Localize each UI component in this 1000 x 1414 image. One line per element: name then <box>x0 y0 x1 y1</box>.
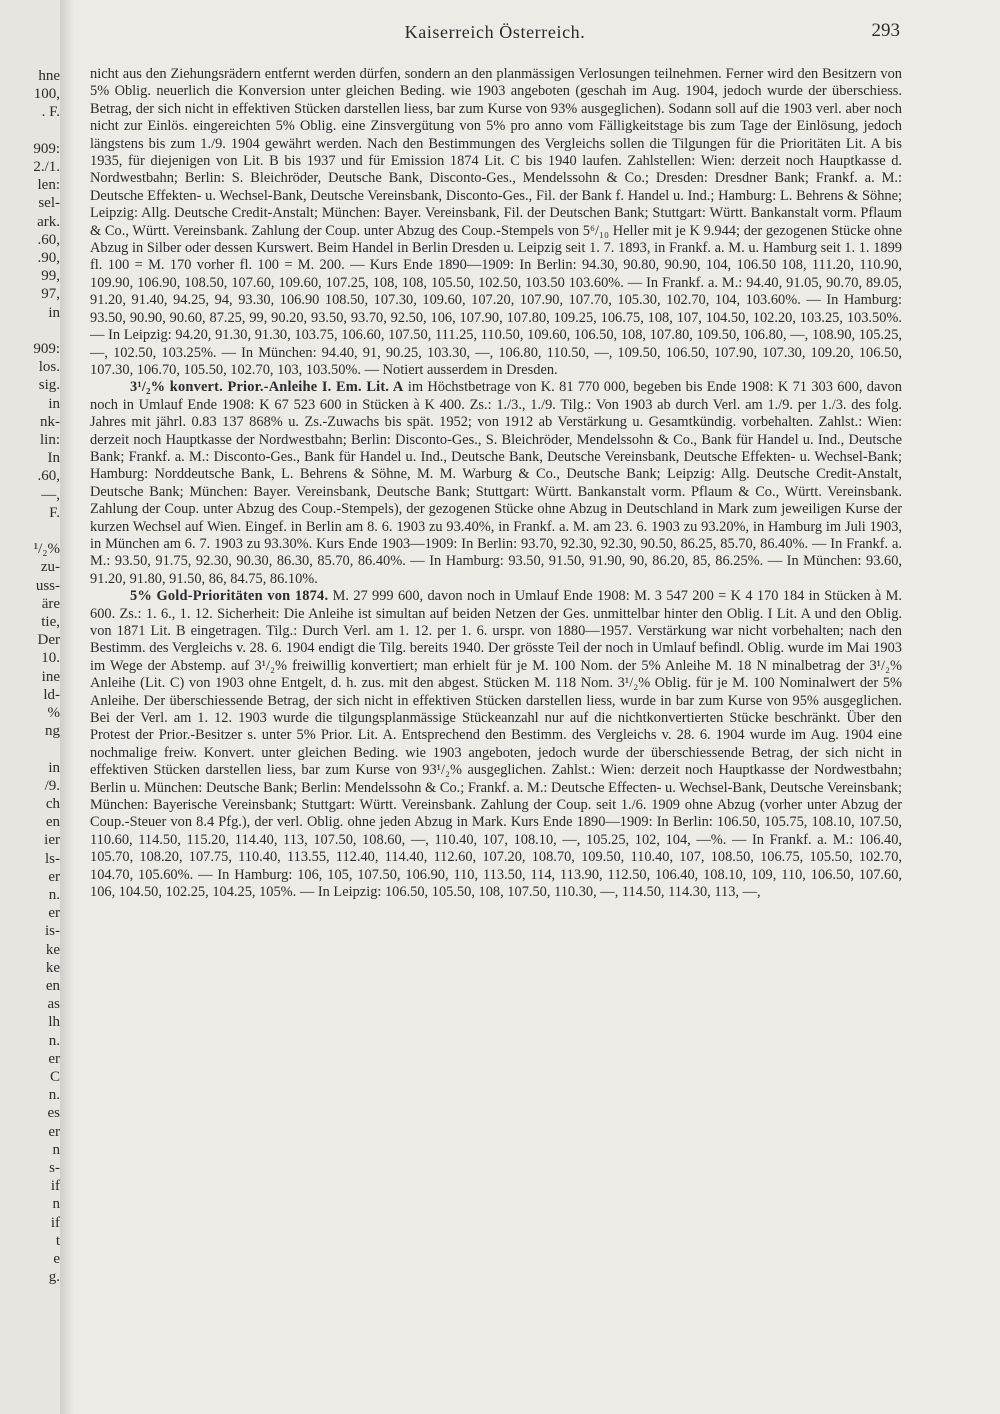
paragraph-gold-prioritaeten-1874 <box>90 588 902 901</box>
gutter-text-fragment: 99, <box>41 268 60 285</box>
gutter-text-fragment: 909: <box>33 140 60 157</box>
gutter-text-fragment: nk- <box>40 413 60 430</box>
gutter-text-fragment: er <box>48 1050 60 1067</box>
gutter-text-fragment: .60, <box>37 231 60 248</box>
gutter-text-fragment: uss- <box>35 577 60 594</box>
gutter-text-fragment: n. <box>48 1087 60 1104</box>
gutter-text-fragment: ng <box>45 723 60 740</box>
paragraph-text: im Höchstbetrage von K. 81 770 000, begeben bis Ende 1908: K 71 303 600, davon noch in Umlauf Ende 1908: K 67 523 600 in Stücken à K 400. Zs.: 1./3., 1./9. Tilg.: Von 1903 ab durch Verl. am 1./9. per 1./3. des folg. Jahres mit jährl. 0.83 137 868% u. Zs.-Zuwachs bis spät. 1952; von 1912 ab Verstärkung u. Gesamtkündig. vorbehalten. Zahlst.: Wien: derzeit noch Hauptkasse der Nordwestbahn; Berlin: Disconto-Ges., S. Bleichröder, Mendelssohn & Co., Bank für Handel u. Ind., Deutsche Bank; Frankf. a. M.: Disconto-Ges., Bank für Handel u. Ind., Deutsche Bank, Deutsche Vereinsbank, Deutsche Effekten- u. Wechsel-Bank; Hamburg: Norddeutsche Bank, L. Behrens & Söhne, M. M. Warburg & Co., Deutsche Bank; Leipzig: Allg. Deutsche Credit-Anstalt, Deutsche Bank; München: Bayer. Vereinsbank, Deutsche Bank; Stuttgart: Württ. Bankanstalt vorm. Pflaum & Co., Württ. Vereinsbank. Zahlung der Coup. unter Abzug des Coup.-Stempels), der gezogenen Stücke ohne Abzug in Deutschland in Mark zum jeweiligen Kurse der kurzen Wechsel auf Wien. Eingef. in Berlin am 8. 6. 1903 zu 93.40%, in Frankf. a. M. am 23. 6. 1903 zu 93.20%, in Hamburg im Juli 1903, in München am 6. 7. 1903 zu 93.30%. Kurs Ende 1903—1909: In Berlin: 93.70, 92.30, 92.30, 90.50, 86.25, 85.70, 86.40%. — In Frankf. a. M.: 93.50, 91.75, 92.30, 90.30, 86.30, 85.70, 86.40%. — In Hamburg: 93.50, 91.50, 91.90, 90, 86.20, 85, 86.25%. — In München: 93.60, 91.20, 91.80, 91.50, 86, 84.75, 86.10%. <box>90 379 902 587</box>
gutter-text-fragment: % <box>47 705 60 721</box>
gutter-text-fragment: ke <box>45 941 60 958</box>
gutter-text-fragment: ine <box>41 668 60 685</box>
gutter-text-fragment: zu- <box>40 559 60 576</box>
gutter-text-fragment: 97, <box>41 286 60 303</box>
gutter-text-fragment: .60, <box>37 468 60 485</box>
gutter-text-fragment: F. <box>49 504 60 521</box>
gutter-text-fragment: es <box>47 1105 60 1122</box>
paragraph-prior-anleihe-lit-a <box>90 379 902 588</box>
gutter-text-fragment: g. <box>48 1269 60 1286</box>
gutter-text-fragment: 909: <box>33 341 60 357</box>
gutter-text-fragment: sel- <box>38 195 60 212</box>
gutter-text-fragment: as <box>47 996 60 1013</box>
gutter-text-fragment: In <box>47 450 60 467</box>
gutter-text-fragment: if <box>50 1214 60 1231</box>
gutter-text-fragment: er <box>48 868 60 885</box>
running-title: Kaiserreich Österreich. <box>404 22 586 42</box>
gutter-text-fragment: ch <box>45 796 60 812</box>
paragraph-text: M. 27 999 600, davon noch in Umlauf Ende 1908: M. 3 547 200 = K 4 170 184 in Stücken à M. 600. Zs.: 1. 6., 1. 12. Sicherheit: Die Anleihe ist simultan auf beiden Netzen der Ges. unmittelbar hinter den Oblig. I Lit. A und den Oblig. von 1871 Lit. B eingetragen. Tilg.: Durch Verl. am 1. 12. per 1. 6. urspr. von 1880—1957. Verstärkung war nicht vorbehalten; nach den Bestimm. des Vergleichs v. 28. 6. 1904 endigt die Tilg. bereits 1940. Der grösste Teil der noch in Umlauf befindl. Oblig. wurde im Mai 1903 im Wege der Abstemp. auf 3¹/₂% freiwillig konvertiert; man erhielt für je M. 100 Nom. der 5% Anleihe M. 18 N minalbetrag der 3¹/₂% Anleihe (Lit. C) von 1903 ohne Entgelt, d. h. zus. mit den abgest. Stücken M. 118 Nom. 3¹/₂% Oblig. für je M. 100 Nominalwert der 5% Anleihe. Der überschiessende Betrag, der sich nicht in effektiven Stücken darstellen liess, wurde in bar zum Kurse von 95% ausgeglichen. Bei der Verl. am 1. 12. 1903 wurde die tilgungsplanmässige Stückeanzahl nur auf die nichtkonvertierten Stücke beschränkt. Über den Protest der Prior.-Besitzer s. unter 5% Prior. Lit. A. Entsprechend den Bestimm. des Vergleichs v. 28. 6. 1904 wurde im Aug. 1904 eine nochmalige freiw. Konvert. unter gleichen Beding. wie 1903 angeboten, jedoch wurde der überschiessende Betrag, der sich nicht in effektiven Stücken darstellen liess, bar zum Kurse von 93¹/₂% ausgeglichen. Zahlst.: Wien: derzeit noch Hauptkasse der Nordwestbahn; Berlin u. München: Deutsche Bank; Berlin: Mendelssohn & Co.; Frankf. a. M.: Deutsche Effecten- u. Wechsel-Bank, Deutsche Vereinsbank; München: Bayerische Vereinsbank; Stuttgart: Württ. Vereinsbank. Zahlung der Coup. seit 1./6. 1909 ohne Abzug (vorher unter Abzug der Coup.-Steuer von 8.4 Pfg.), der verl. Oblig. ohne jeden Abzug in Mark. Kurs Ende 1890—1909: In Berlin: 106.50, 105.75, 108.10, 107.50, 110.60, 114.50, 115.20, 114.40, 113, 107.50, 108.60, —, 110.40, 107, 108.10, —, 105.25, 102, 104, —%. — In Frankf. a. M.: 106.40, 105.70, 108.20, 107.75, 110.40, 113.55, 112.40, 114.40, 112.60, 107.20, 108.70, 109.50, 110.40, 107, 108.50, 106.75, 105.50, 102.70, 104.70, 105.60%. — In Hamburg: 106, 105, 107.50, 106.90, 110, 113.50, 114, 113.90, 112.50, 106.40, 108.10, 109, 110, 106.50, 107.60, 106, 104.50, 102.25, 104.25, 105%. — In Leipzig: 106.50, 105.50, 108, 107.50, 110.30, —, 114.50, 114.30, 113, —, <box>90 588 903 901</box>
gutter-text-fragment: en <box>45 814 60 831</box>
gutter-text-fragment: 2./1. <box>33 159 60 175</box>
gutter-text-fragment: 10. <box>41 650 60 667</box>
paragraph-prior-lit-b-continued <box>90 66 902 379</box>
page-fold-shadow <box>60 0 74 1414</box>
gutter-text-fragment: 100, <box>33 86 60 103</box>
gutter-text-fragment: los. <box>38 359 60 376</box>
gutter-text-fragment: hne <box>38 68 60 84</box>
gutter-text-fragment: n. <box>48 887 60 903</box>
gutter-text-fragment: ark. <box>37 213 60 230</box>
gutter-text-fragment: er <box>48 905 60 922</box>
gutter-text-fragment: .90, <box>37 250 60 266</box>
gutter-text-fragment: t <box>55 1232 60 1249</box>
gutter-text-fragment: /9. <box>44 777 60 794</box>
gutter-text-fragment: Der <box>37 632 60 649</box>
gutter-text-fragment: ¹/₂% <box>33 541 60 558</box>
gutter-text-fragment: n <box>52 1141 60 1158</box>
gutter-text-fragment: lin: <box>39 432 60 448</box>
gutter-text-fragment: en <box>45 978 60 994</box>
gutter-text-fragment: s- <box>49 1160 60 1176</box>
previous-page-edge <box>0 0 66 1414</box>
gutter-text-fragment: C <box>49 1069 60 1085</box>
paragraph-heading: 3¹/₂% konvert. Prior.-Anleihe I. Em. Lit. A <box>130 379 404 396</box>
page-number: 293 <box>871 20 900 41</box>
gutter-text-fragment: —, <box>41 486 60 503</box>
gutter-text-fragment: lh <box>48 1014 60 1031</box>
gutter-text-fragment: is- <box>45 923 60 940</box>
gutter-text-fragment: ke <box>45 959 60 976</box>
gutter-text-fragment: in <box>48 304 60 321</box>
paragraph-heading: 5% Gold-Prioritäten von 1874. <box>130 588 329 605</box>
gutter-text-fragment: e <box>53 1251 60 1267</box>
page-header <box>90 20 900 48</box>
gutter-text-fragment: äre <box>41 595 60 612</box>
gutter-text-fragment: ls- <box>45 850 60 867</box>
gutter-text-fragment: sig. <box>38 377 60 394</box>
gutter-text-fragment: len: <box>37 177 60 194</box>
gutter-text-fragment: . F. <box>41 104 60 121</box>
gutter-text-fragment: n <box>52 1196 60 1213</box>
gutter-text-fragment: in <box>48 759 60 776</box>
gutter-text-fragment: er <box>48 1123 60 1140</box>
paragraph-text: nicht aus den Ziehungsrädern entfernt werden dürfen, sondern an den planmässigen Verlosungen teilnehmen. Ferner wird den Besitzern von 5% Oblig. neuerlich die Konversion unter gleichen Beding. wie 1903 angeboten (geschah im Aug. 1904, jedoch wurde der überschiess. Betrag, der sich nicht in effektiven Stücken darstellen liess, bar zum Kurse von 93% ausgeglichen). Sodann soll auf die 1903 verl. aber noch nicht zur Einlös. eingereichten 5% Oblig. eine Zinsvergütung von 5% pro anno vom Fälligkeitstage bis zum Tage der Einlösung, jedoch längstens bis zum 1./9. 1904 gewährt werden. Nach den Bestimmungen des Vergleichs sollen die Tilgungen für die Prioritäten Lit. A bis 1935, für diejenigen von Lit. B bis 1937 und für Emission 1874 Lit. C bis 1940 laufen. Zahlstellen: Wien: derzeit noch Hauptkasse d. Nordwestbahn; Berlin: S. Bleichröder, Deutsche Bank, Disconto-Ges., Mendelssohn & Co.; Dresden: Dresdner Bank; Frankf. a. M.: Deutsche Effekten- u. Wechsel-Bank, Deutsche Vereinsbank, Disconto-Ges., Fil. der Bank f. Handel u. Ind.; Hamburg: L. Behrens & Söhne; Leipzig: Allg. Deutsche Credit-Anstalt; München: Bayer. Vereinsbank, Fil. der Deutschen Bank; Stuttgart: Württ. Bankanstalt vorm. Pflaum & Co., Württ. Vereinsbank. Zahlung der Coup. unter Abzug des Coup.-Stempels von 5⁶/₁₀ Heller mit je K 9.944; der gezogenen Stücke ohne Abzug in Silber oder dessen Kurswert. Beim Handel in Berlin Dresden u. Leipzig seit 1. 7. 1893, in Frankf. a. M. u. Hamburg seit 1. 1. 1899 fl. 100 = M. 170 vorher fl. 100 = M. 200. — Kurs Ende 1890—1909: In Berlin: 94.30, 90.80, 90.90, 104, 106.50 108, 111.20, 110.90, 109.90, 106.90, 108.50, 107.60, 109.60, 107.25, 108, 108, 105.50, 102.50, 103.50 103.60%. — In Frankf. a. M.: 94.40, 91.05, 90.70, 89.05, 91.20, 91.40, 94.25, 94, 93.30, 106.90 108.50, 107.30, 109.60, 107.20, 107.90, 107.70, 105.30, 102.70, 104, 103.60%. — In Hamburg: 93.50, 90.90, 90.60, 87.25, 99, 90.20, 93.50, 93.70, 92.50, 106, 107.90, 107.80, 109.25, 106.75, 108, 107, 104.50, 102.20, 103.25, 103.50%. — In Leipzig: 94.20, 91.30, 91.30, 103.75, 106.60, 107.50, 111.25, 110.50, 109.60, 106.50, 108, 107.80, 109.50, 106.80, —, 108.90, 105.25, —, 102.50, 103.25%. — In München: 94.40, 91, 90.25, 103.30, —, 106.80, 110.50, —, 109.50, 106.50, 107.90, 107.30, 109.20, 106.50, 107.30, 106.70, 105.50, 102.70, 103, 103.50%. — Notiert ausserdem in Dresden. <box>90 66 902 378</box>
gutter-text-fragment: n. <box>48 1032 60 1049</box>
gutter-text-fragment: ier <box>44 832 60 849</box>
gutter-text-fragment: in <box>48 395 60 412</box>
page-body <box>90 66 902 902</box>
gutter-text-fragment: tie, <box>41 614 60 630</box>
gutter-text-fragment: if <box>50 1178 60 1195</box>
gutter-text-fragment: ld- <box>43 686 60 703</box>
